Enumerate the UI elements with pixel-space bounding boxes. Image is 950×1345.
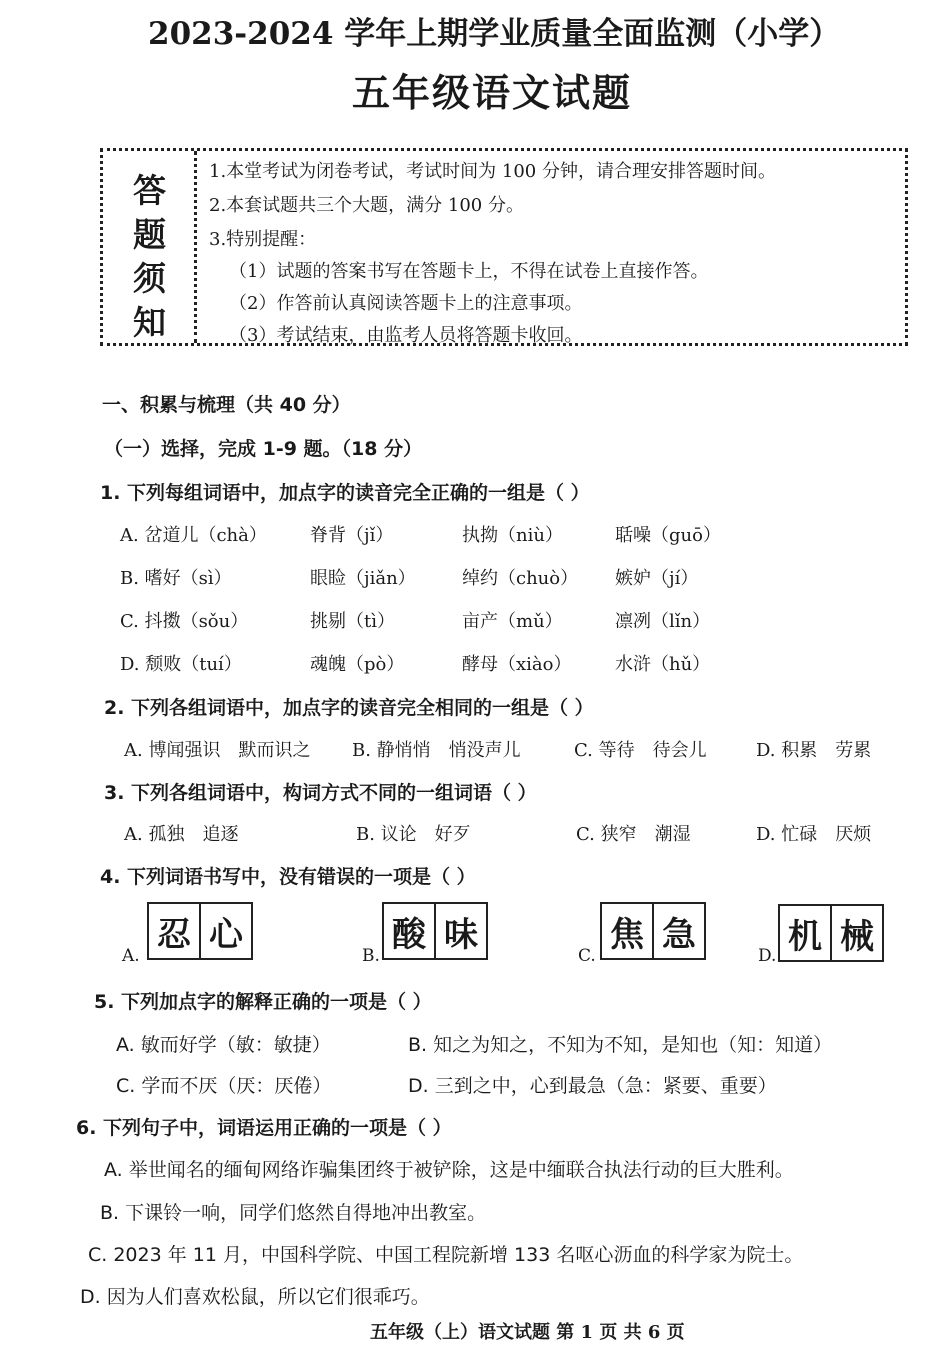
q5-option: A. 敏而好学（敏：敏捷） [116,1034,331,1056]
q1-option: B. 嗜好（sì） [120,568,232,589]
q2-option: D. 积累 劳累 [756,740,872,761]
q2-option: A. 博闻强识 默而识之 [124,740,311,761]
section-title: 一、积累与梳理（共 40 分） [102,394,351,416]
q4-char: 械 [830,906,882,960]
q2-option: C. 等待 待会儿 [574,740,707,761]
question-6-stem: 6. 下列句子中，词语运用正确的一项是（ ） [76,1117,452,1139]
q1-option: 酵母（xiào） [462,654,572,675]
q1-option: 聒噪（guō） [615,525,721,546]
q5-option: C. 学而不厌（厌：厌倦） [116,1075,332,1097]
q1-option: 眼睑（jiǎn） [310,568,416,589]
q1-option: 水浒（hǔ） [615,654,711,675]
q1-option: 挑剔（tì） [310,611,395,632]
question-4-stem: 4. 下列词语书写中，没有错误的一项是（ ） [100,866,476,888]
q4-char: 酸 [392,914,426,955]
q5-option: B. 知之为知之，不知为不知，是知也（知：知道） [408,1034,833,1056]
q4-option-letter: B. [362,946,380,966]
q4-option-letter: C. [578,946,596,966]
notice-label-char: 题 [133,215,166,254]
q1-option: 魂魄（pò） [310,654,405,675]
q1-option: D. 颓败（tuí） [120,654,242,675]
question-1-stem: 1. 下列每组词语中，加点字的读音完全正确的一组是（ ） [100,482,590,504]
q4-option-letter: D. [758,946,777,966]
question-2-stem: 2. 下列各组词语中，加点字的读音完全相同的一组是（ ） [104,697,594,719]
q4-char: 焦 [610,914,644,955]
notice-line: 2.本套试题共三个大题，满分 100 分。 [209,195,524,216]
q5-option: D. 三到之中，心到最急（急：紧要、重要） [408,1075,777,1097]
page-footer: 五年级（上）语文试题 第 1 页 共 6 页 [370,1322,685,1343]
q1-option: 绰约（chuò） [462,568,579,589]
q6-option: A. 举世闻名的缅甸网络诈骗集团终于被铲除，这是中缅联合执法行动的巨大胜利。 [104,1159,794,1181]
q2-option: B. 静悄悄 悄没声儿 [352,740,521,761]
q4-char: 味 [434,904,486,958]
notice-label-char: 知 [133,303,166,342]
q4-char: 急 [652,904,704,958]
q1-option: 嫉妒（jí） [615,568,699,589]
q4-char: 机 [788,916,822,957]
exam-title: 2023-2024 学年上期学业质量全面监测（小学） [148,16,841,52]
q1-option: 脊背（jǐ） [310,525,394,546]
q1-option: C. 抖擞（sǒu） [120,611,249,632]
exam-subtitle: 五年级语文试题 [352,70,633,115]
question-5-stem: 5. 下列加点字的解释正确的一项是（ ） [94,991,432,1013]
q4-option-d-box [778,904,884,962]
notice-label [103,151,197,343]
notice-line: （1）试题的答案书写在答题卡上，不得在试卷上直接作答。 [229,261,709,282]
notice-line: 1.本堂考试为闭卷考试，考试时间为 100 分钟，请合理安排答题时间。 [209,161,776,182]
q4-option-letter: A. [122,946,140,966]
q3-option: C. 狭窄 潮湿 [576,824,691,845]
q4-char: 忍 [157,914,191,955]
q4-option-b-box [382,902,488,960]
q1-option: 凛冽（lǐn） [615,611,711,632]
q1-option: 执拗（niù） [462,525,563,546]
notice-line: （3）考试结束，由监考人员将答题卡收回。 [229,325,583,346]
q1-option: 亩产（mǔ） [462,611,563,632]
question-3-stem: 3. 下列各组词语中，构词方式不同的一组词语（ ） [104,782,537,804]
notice-line: 3.特别提醒： [209,229,317,250]
notice-line: （2）作答前认真阅读答题卡上的注意事项。 [229,293,583,314]
q4-option-c-box [600,902,706,960]
q3-option: B. 议论 好歹 [356,824,471,845]
notice-label-char: 须 [133,259,166,298]
q4-char: 心 [199,904,251,958]
q1-option: A. 岔道儿（chà） [120,525,267,546]
q6-option: C. 2023 年 11 月，中国科学院、中国工程院新增 133 名呕心沥血的科学家为院士。 [88,1244,804,1266]
q3-option: A. 孤独 追逐 [124,824,239,845]
notice-box [100,148,908,346]
q4-option-a-box [147,902,253,960]
notice-label-char: 答 [133,171,166,210]
q6-option: B. 下课铃一响，同学们悠然自得地冲出教室。 [100,1202,487,1224]
q6-option: D. 因为人们喜欢松鼠，所以它们很乖巧。 [80,1286,430,1308]
part-title: （一）选择，完成 1-9 题。（18 分） [104,438,423,460]
q3-option: D. 忙碌 厌烦 [756,824,872,845]
